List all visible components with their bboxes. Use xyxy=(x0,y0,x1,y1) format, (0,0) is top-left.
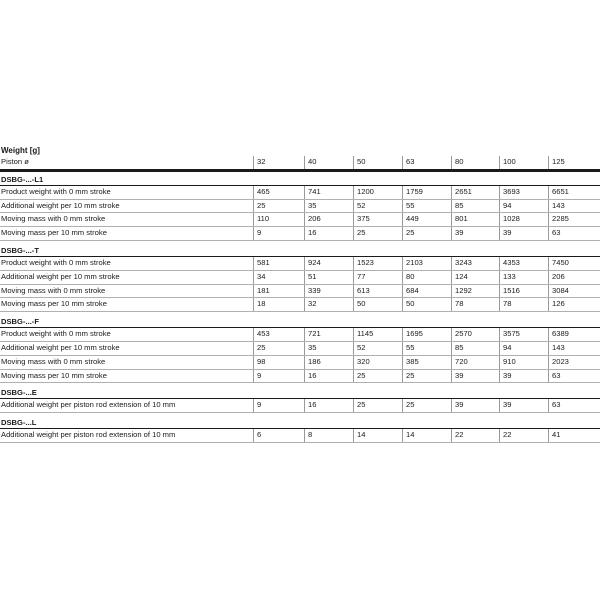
table-row xyxy=(0,271,600,285)
table-cell: 94 xyxy=(499,200,548,213)
table-cell: 22 xyxy=(451,429,499,442)
table-row xyxy=(0,186,600,200)
table-cell: 25 xyxy=(353,370,402,383)
table-cell: 25 xyxy=(402,370,451,383)
table-cell: 50 xyxy=(402,298,451,311)
section-heading: DSBG-...E xyxy=(0,387,600,399)
table-cell: 85 xyxy=(451,200,499,213)
table-cell: 63 xyxy=(548,227,600,240)
table-cell: 25 xyxy=(402,227,451,240)
table-cell: 124 xyxy=(451,271,499,284)
table-cell: 16 xyxy=(304,370,353,383)
table-cell: 4353 xyxy=(499,257,548,270)
table-cell: 39 xyxy=(451,370,499,383)
table-cell: 25 xyxy=(353,227,402,240)
table-cell: 613 xyxy=(353,285,402,298)
row-label: Moving mass per 10 mm stroke xyxy=(1,299,107,309)
table-cell: 720 xyxy=(451,356,499,369)
row-label: Moving mass per 10 mm stroke xyxy=(1,370,107,380)
table-cell: 25 xyxy=(253,342,304,355)
table-cell: 9 xyxy=(253,227,304,240)
table-cell: 2570 xyxy=(451,328,499,341)
table-cell: 52 xyxy=(353,342,402,355)
section-heading: DSBG-...-L1 xyxy=(0,174,600,186)
table-cell: 126 xyxy=(548,298,600,311)
table-cell: 465 xyxy=(253,186,304,199)
table-cell: 35 xyxy=(304,342,353,355)
table-cell: 1516 xyxy=(499,285,548,298)
table-cell: 181 xyxy=(253,285,304,298)
table-cell: 85 xyxy=(451,342,499,355)
header-cell: 100 xyxy=(499,156,548,169)
table-cell: 3084 xyxy=(548,285,600,298)
table-cell: 6651 xyxy=(548,186,600,199)
table-cell: 77 xyxy=(353,271,402,284)
table-cell: 339 xyxy=(304,285,353,298)
table-cell: 6389 xyxy=(548,328,600,341)
table-cell: 80 xyxy=(402,271,451,284)
table-title: Weight [g] xyxy=(1,146,40,155)
header-separator xyxy=(0,169,600,172)
header-cell: 50 xyxy=(353,156,402,169)
header-cell: 63 xyxy=(402,156,451,169)
table-cell: 1759 xyxy=(402,186,451,199)
table-cell: 449 xyxy=(402,213,451,226)
table-cell: 55 xyxy=(402,342,451,355)
table-row xyxy=(0,213,600,227)
table-cell: 32 xyxy=(304,298,353,311)
table-cell: 801 xyxy=(451,213,499,226)
table-cell: 375 xyxy=(353,213,402,226)
header-cell: 80 xyxy=(451,156,499,169)
table-cell: 924 xyxy=(304,257,353,270)
table-cell: 186 xyxy=(304,356,353,369)
table-cell: 1695 xyxy=(402,328,451,341)
table-cell: 3243 xyxy=(451,257,499,270)
table-row xyxy=(0,342,600,356)
table-cell: 206 xyxy=(304,213,353,226)
table-cell: 52 xyxy=(353,200,402,213)
table-cell: 2651 xyxy=(451,186,499,199)
header-cell: 32 xyxy=(253,156,304,169)
table-cell: 98 xyxy=(253,356,304,369)
table-row xyxy=(0,257,600,271)
table-cell: 910 xyxy=(499,356,548,369)
row-label: Additional weight per 10 mm stroke xyxy=(1,200,120,210)
table-cell: 1292 xyxy=(451,285,499,298)
table-row xyxy=(0,285,600,299)
table-cell: 143 xyxy=(548,200,600,213)
table-cell: 320 xyxy=(353,356,402,369)
table-row xyxy=(0,200,600,214)
table-cell: 16 xyxy=(304,399,353,412)
table-cell: 34 xyxy=(253,271,304,284)
table-cell: 741 xyxy=(304,186,353,199)
table-cell: 14 xyxy=(402,429,451,442)
table-cell: 94 xyxy=(499,342,548,355)
section-heading: DSBG-...-F xyxy=(0,316,600,328)
table-cell: 25 xyxy=(253,200,304,213)
table-cell: 39 xyxy=(451,399,499,412)
table-cell: 2285 xyxy=(548,213,600,226)
table-cell: 50 xyxy=(353,298,402,311)
table-cell: 385 xyxy=(402,356,451,369)
table-row xyxy=(0,328,600,342)
table-cell: 3693 xyxy=(499,186,548,199)
table-cell: 1523 xyxy=(353,257,402,270)
table-row xyxy=(0,429,600,443)
table-cell: 1200 xyxy=(353,186,402,199)
table-cell: 78 xyxy=(499,298,548,311)
table-cell: 25 xyxy=(353,399,402,412)
table-row xyxy=(0,227,600,241)
table-cell: 41 xyxy=(548,429,600,442)
row-label: Additional weight per piston rod extension of 10 mm xyxy=(1,430,176,440)
table-cell: 6 xyxy=(253,429,304,442)
table-cell: 25 xyxy=(402,399,451,412)
table-cell: 35 xyxy=(304,200,353,213)
header-label: Piston ø xyxy=(1,157,29,166)
table-cell: 133 xyxy=(499,271,548,284)
table-row xyxy=(0,370,600,384)
section-heading: DSBG-...L xyxy=(0,417,600,429)
table-cell: 39 xyxy=(499,399,548,412)
row-label: Additional weight per 10 mm stroke xyxy=(1,342,120,352)
header-cell: 125 xyxy=(548,156,600,169)
table-cell: 39 xyxy=(499,370,548,383)
header-cell: 40 xyxy=(304,156,353,169)
row-label: Additional weight per piston rod extension of 10 mm xyxy=(1,400,176,410)
table-cell: 63 xyxy=(548,399,600,412)
table-cell: 143 xyxy=(548,342,600,355)
row-label: Moving mass per 10 mm stroke xyxy=(1,228,107,238)
table-cell: 22 xyxy=(499,429,548,442)
table-cell: 51 xyxy=(304,271,353,284)
table-row xyxy=(0,399,600,413)
table-cell: 3575 xyxy=(499,328,548,341)
table-cell: 9 xyxy=(253,370,304,383)
table-cell: 110 xyxy=(253,213,304,226)
row-label: Additional weight per 10 mm stroke xyxy=(1,271,120,281)
table-cell: 2103 xyxy=(402,257,451,270)
row-label: Product weight with 0 mm stroke xyxy=(1,329,111,339)
table-cell: 581 xyxy=(253,257,304,270)
row-label: Moving mass with 0 mm stroke xyxy=(1,214,106,224)
table-cell: 9 xyxy=(253,399,304,412)
table-cell: 7450 xyxy=(548,257,600,270)
table-row xyxy=(0,356,600,370)
row-label: Product weight with 0 mm stroke xyxy=(1,186,111,196)
table-cell: 18 xyxy=(253,298,304,311)
table-cell: 14 xyxy=(353,429,402,442)
table-cell: 1145 xyxy=(353,328,402,341)
row-label: Moving mass with 0 mm stroke xyxy=(1,285,106,295)
table-cell: 2023 xyxy=(548,356,600,369)
section-heading: DSBG-...-T xyxy=(0,245,600,257)
table-cell: 1028 xyxy=(499,213,548,226)
table-cell: 39 xyxy=(451,227,499,240)
table-row xyxy=(0,298,600,312)
weight-table xyxy=(0,146,600,443)
table-cell: 16 xyxy=(304,227,353,240)
table-cell: 39 xyxy=(499,227,548,240)
table-cell: 206 xyxy=(548,271,600,284)
table-cell: 8 xyxy=(304,429,353,442)
sections-container xyxy=(0,174,600,443)
table-cell: 684 xyxy=(402,285,451,298)
table-cell: 63 xyxy=(548,370,600,383)
row-label: Product weight with 0 mm stroke xyxy=(1,257,111,267)
table-cell: 453 xyxy=(253,328,304,341)
table-cell: 78 xyxy=(451,298,499,311)
table-cell: 721 xyxy=(304,328,353,341)
table-cell: 55 xyxy=(402,200,451,213)
row-label: Moving mass with 0 mm stroke xyxy=(1,356,106,366)
header-row xyxy=(0,156,600,169)
